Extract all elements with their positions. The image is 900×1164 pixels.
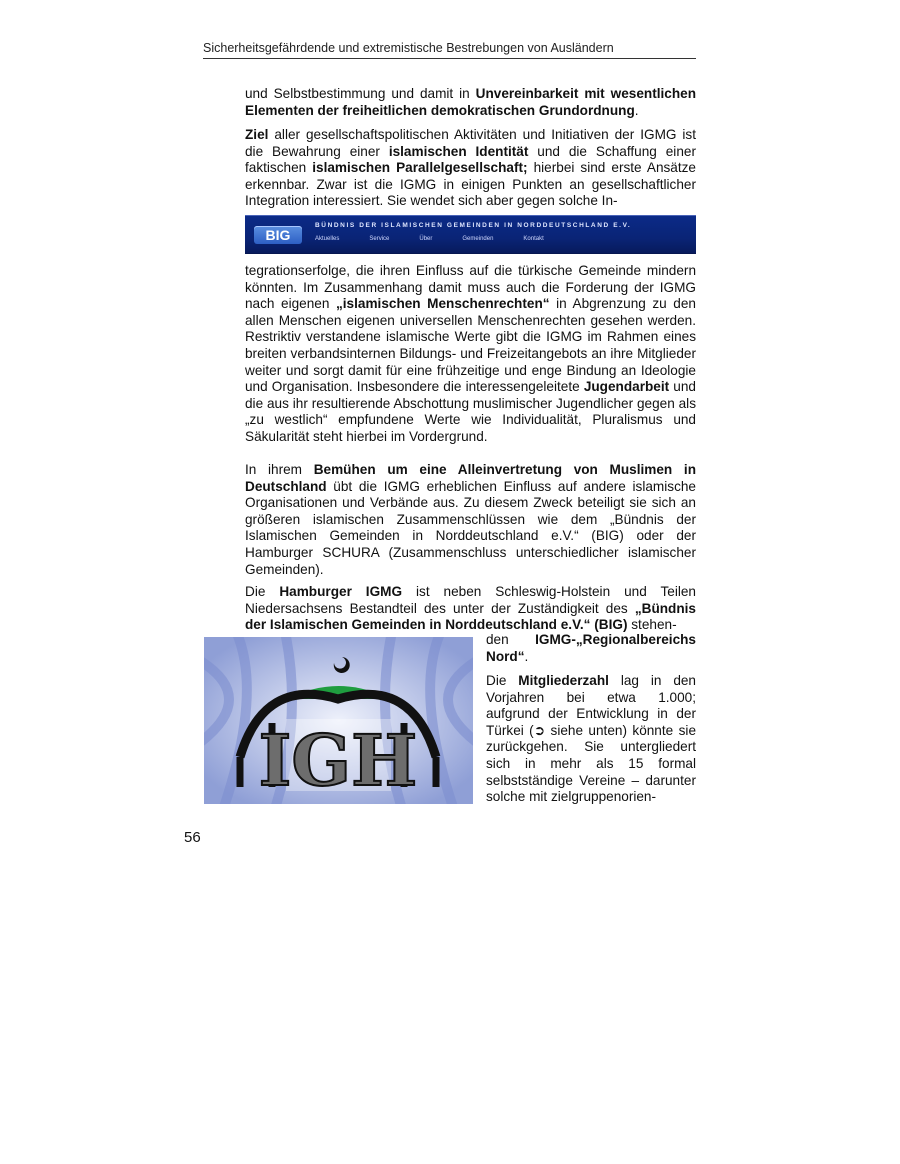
page-number: 56 — [184, 829, 201, 846]
paragraph-4: Die Hamburger IGMG ist neben Schleswig-Holstein und Teilen Niedersachsens Bestandteil des unter der Zuständigkeit des „Bündnis der Islamischen Gemeinden in Norddeutschland e.V.“ (BIG) stehen- — [245, 584, 696, 633]
banner-nav-item: Aktuelles — [315, 236, 340, 242]
paragraph-3: In ihrem Bemühen um eine Alleinvertretung von Muslimen in Deutschland übt die IGMG erheblichen Einfluss auf andere islamische Organisationen und Verbände aus. Zu diesem Zweck beteiligt sie sich an größeren islamischen Zusammenschlüssen wie dem „Bündnis der Islamischen Gemeinden in Norddeutschland e.V.“ (BIG) oder der Hamburger SCHURA (Zusammenschluss unterschiedlicher islamischer Gemeinden). — [245, 462, 696, 577]
banner-nav — [315, 236, 544, 242]
banner-title: BÜNDNIS DER ISLAMISCHEN GEMEINDEN IN NORDDEUTSCHLAND E.V. — [315, 222, 632, 229]
paragraph-1: und Selbstbestimmung und damit in Unvereinbarkeit mit wesentlichen Elementen der freiheitlichen demokratischen Grundordnung. — [245, 86, 696, 118]
paragraph-4-tail-text: den — [486, 632, 536, 647]
running-header: Sicherheitsgefährdende und extremistische Bestrebungen von Ausländern — [203, 41, 696, 59]
paragraph-2: Ziel aller gesellschaftspolitischen Aktivitäten und Initiativen der IGMG ist die Bewahrung einer islamischen Identität und die Schaffung einer faktischen islamischen Parallelgesellschaft; hierbei sind erste Ansätze erkennbar. Zwar ist die IGMG in einigen Punkten an gesellschaftlicher Integration interessiert. Sie wendet sich aber gegen solche In- — [245, 127, 696, 209]
logo-letters: IGH — [258, 719, 418, 802]
banner-nav-item: Über — [419, 236, 433, 242]
big-banner-button: BIG — [254, 226, 302, 244]
paragraph-4-tail: den IGMG-„Regionalbereichs Nord“. — [486, 632, 696, 664]
big-website-banner — [245, 215, 696, 254]
logo-graphic — [204, 637, 473, 804]
arrow-icon: ➲ — [533, 722, 546, 738]
banner-nav-item: Gemeinden — [462, 236, 494, 242]
igmg-hamburg-logo — [204, 637, 473, 804]
paragraph-2-continued: tegrationserfolge, die ihren Einfluss auf die türkische Gemeinde mindern könnten. Im Zusammenhang damit muss auch die Forderung der IGMG nach eigenen „islamischen Menschenrechten“ in Abgrenzung zu den allen Menschen eigenen universellen Menschenrechten gesehen werden. Restriktiv verstandene islamische Werte gibt die IGMG im Rahmen eines breiten verbandsinternen Bildungs- und Freizeitangebots an ihre Mitglieder weiter und sorgt damit für eine frühzeitige und enge Bindung an Ideologie und Organisation. Insbesondere die interessengeleitete Jugendarbeit und die aus ihr resultierende Abschottung muslimischer Jugendlicher gegen als „zu westlich“ empfundene Werte wie Individualität, Pluralismus und Säkularität steht hierbei im Vordergrund. — [245, 263, 696, 444]
banner-nav-item: Kontakt — [523, 236, 544, 242]
banner-nav-item: Service — [369, 236, 390, 242]
paragraph-5: Die Mitgliederzahl lag in den Vorjahren bei etwa 1.000; aufgrund der Entwicklung in der Türkei (➲ siehe unten) könnte sie zurückgehen. Sie untergliedert sich in mehr als 15 formal selbstständige Vereine – darunter solche mit zielgruppenorien- — [486, 673, 697, 805]
